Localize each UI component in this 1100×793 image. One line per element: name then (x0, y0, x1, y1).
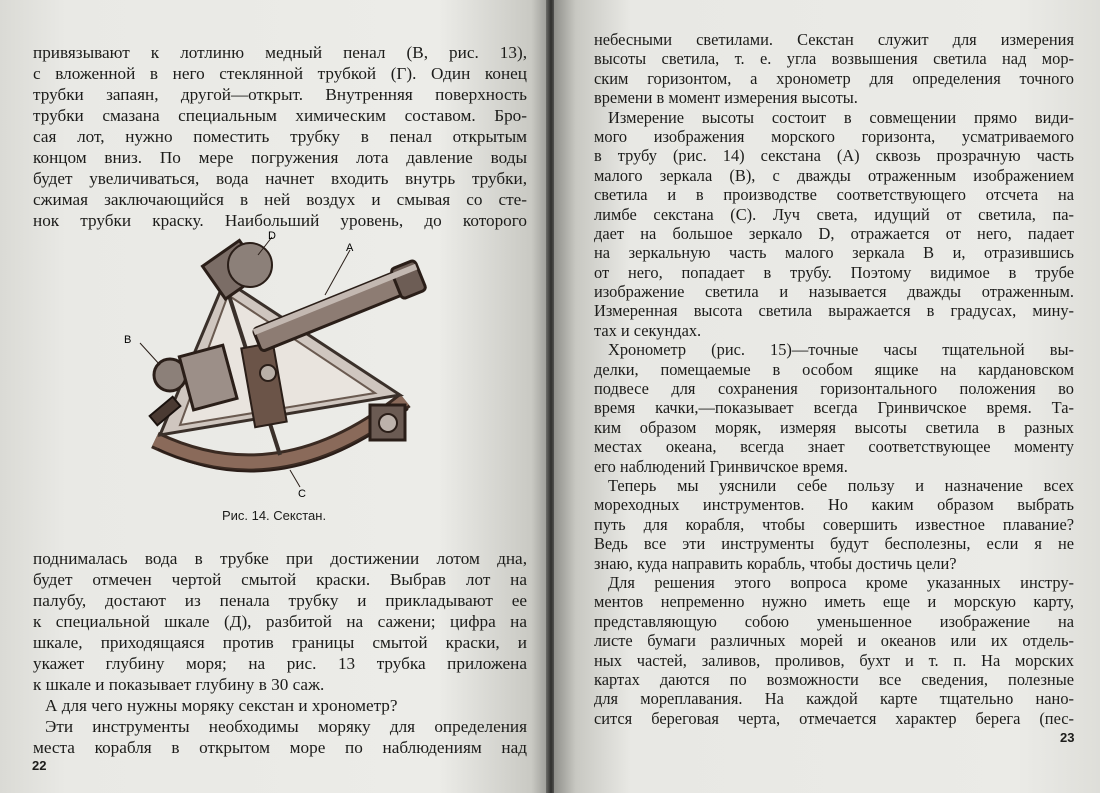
text-line: сая лот, нужно поместить трубку в пенал открытым (33, 127, 527, 146)
text-line: шкале, приходящаяся против границы смытой краски, и (33, 633, 527, 652)
text-line: путь для корабля, чтобы совершить известное плавание? (594, 514, 1074, 534)
text-line: дает на большое зеркало D, отражается от него, падает (594, 223, 1074, 243)
text-line: мореходных инструментов. Но каким образом выбрать (594, 495, 1074, 515)
text-line: нок трубки краску. Наибольший уровень, до которого (33, 211, 527, 230)
text-line: малого зеркала (В), с дважды отраженным изображением (594, 165, 1074, 185)
text-line: лимбе секстана (С). Луч света, идущий от светила, па- (594, 204, 1074, 224)
text-line: палубу, достают из пенала трубку и прикладывают ее (33, 591, 527, 610)
text-line: ных частей, заливов, проливов, бухт и т. п. На морских (594, 650, 1074, 670)
text-line: Хронометр (рис. 15)—точные часы тщательной вы- (608, 340, 1074, 360)
label-a: A (346, 242, 354, 254)
text-line: светила и в производстве соответствующего отсчета на (594, 185, 1074, 205)
text-line: времени в момент измерения высоты. (594, 88, 858, 108)
left-page (0, 0, 548, 793)
text-line: подвесе для сохранения горизонтального положения во (594, 379, 1074, 399)
text-line: Эти инструменты необходимы моряку для определения (45, 717, 527, 736)
text-line: будет увеличиваться, вода начнет входить внутрь трубки, (33, 169, 527, 188)
text-line: время качки,—показывает всегда Гринвичское время. Та- (594, 398, 1074, 418)
page-number-right: 23 (1060, 730, 1075, 745)
text-line: укажет глубину моря; на рис. 13 трубка приложена (33, 654, 527, 673)
text-line: ским горизонтом, а хронометр для определения точного (594, 68, 1074, 88)
text-line: ментов непременно нужно иметь еще и морскую карту, (594, 592, 1074, 612)
text-line: знаю, куда направить корабль, чтобы достичь цели? (594, 553, 957, 573)
text-line: мого изображения морского горизонта, усматриваемого (594, 126, 1074, 146)
text-line: делки, помещаемые в особом ящике на кардановском (594, 359, 1074, 379)
text-line: Измерение высоты состоит в совмещении прямо види- (608, 107, 1074, 127)
text-line: тах и секундах. (594, 320, 702, 340)
text-line: поднималась вода в трубке при достижении лотом дна, (33, 549, 527, 568)
text-line: на зеркальную часть малого зеркала В и, отразившись (594, 243, 1074, 263)
left-top-text (33, 42, 527, 231)
text-line: места корабля в открытом море по наблюдениям над (33, 738, 527, 757)
text-line: Для решения этого вопроса кроме указанных инстру- (608, 572, 1074, 592)
text-line: его наблюдений Гринвичское время. (594, 456, 848, 476)
text-line: Ведь все эти инструменты будут бесполезны, если я не (594, 534, 1074, 554)
sextant-illustration (124, 225, 430, 510)
sextant-drawing (124, 225, 430, 510)
label-c: C (298, 488, 306, 500)
text-line: ким образом моряк, измеряя высоты светила в разных (594, 417, 1074, 437)
text-line: привязывают к лотлиню медный пенал (В, рис. 13), (33, 43, 527, 62)
figure-caption: Рис. 14. Секстан. (221, 508, 327, 523)
right-page (554, 0, 1100, 793)
text-line: трубки запаян, другой—открыт. Внутренняя поверхность (33, 85, 527, 104)
text-line: картах даются по возможности все сведения, полезные (594, 669, 1074, 689)
label-d: D (268, 230, 276, 242)
text-line: Теперь мы уяснили себе пользу и назначение всех (608, 475, 1074, 495)
text-line: небесными светилами. Секстан служит для измерения (594, 30, 1074, 49)
text-line: будет отмечен чертой смытой краски. Выбрав лот на (33, 570, 527, 589)
text-line: листе бумаги различных морей и океанов или их отдель- (594, 631, 1074, 651)
text-line: с вложенной в него стеклянной трубкой (Г). Один конец (33, 64, 527, 83)
text-line: местах океана, всегда знает соответствующее моменту (594, 437, 1074, 457)
text-line: для мореплавания. На каждой карте тщательно нано- (594, 689, 1074, 709)
text-line: от него, попадает в трубу. Поэтому видимое в трубе (594, 262, 1074, 282)
text-line: к шкале и показывает глубину в 30 саж. (33, 675, 325, 694)
text-line: Измеренная высота светила выражается в градусах, мину- (594, 301, 1074, 321)
text-line: к специальной шкале (Д), разбитой на сажени; цифра на (33, 612, 527, 631)
text-line: сжимая заключающийся в ней воздух и смывая со сте- (33, 190, 527, 209)
text-line: А для чего нужны моряку секстан и хронометр? (45, 696, 398, 715)
text-line: трубки смазана специальным химическим составом. Бро- (33, 106, 527, 125)
label-b: B (124, 334, 132, 346)
text-line: представляющую собою уменьшенное изображение на (594, 611, 1074, 631)
text-line: изображение светила и называется дважды отраженным. (594, 282, 1074, 302)
text-line: сится береговая черта, отмечается характер берега (пес- (594, 708, 1074, 728)
page-number-left: 22 (32, 758, 47, 773)
left-bottom-text (33, 548, 527, 758)
text-line: концом вниз. По мере погружения лота давление воды (33, 148, 527, 167)
right-text (594, 30, 1074, 728)
text-line: в трубу (рис. 14) секстана (А) сквозь прозрачную часть (594, 146, 1074, 166)
text-line: высоты светила, т. е. угла возвышения светила над мор- (594, 49, 1074, 69)
